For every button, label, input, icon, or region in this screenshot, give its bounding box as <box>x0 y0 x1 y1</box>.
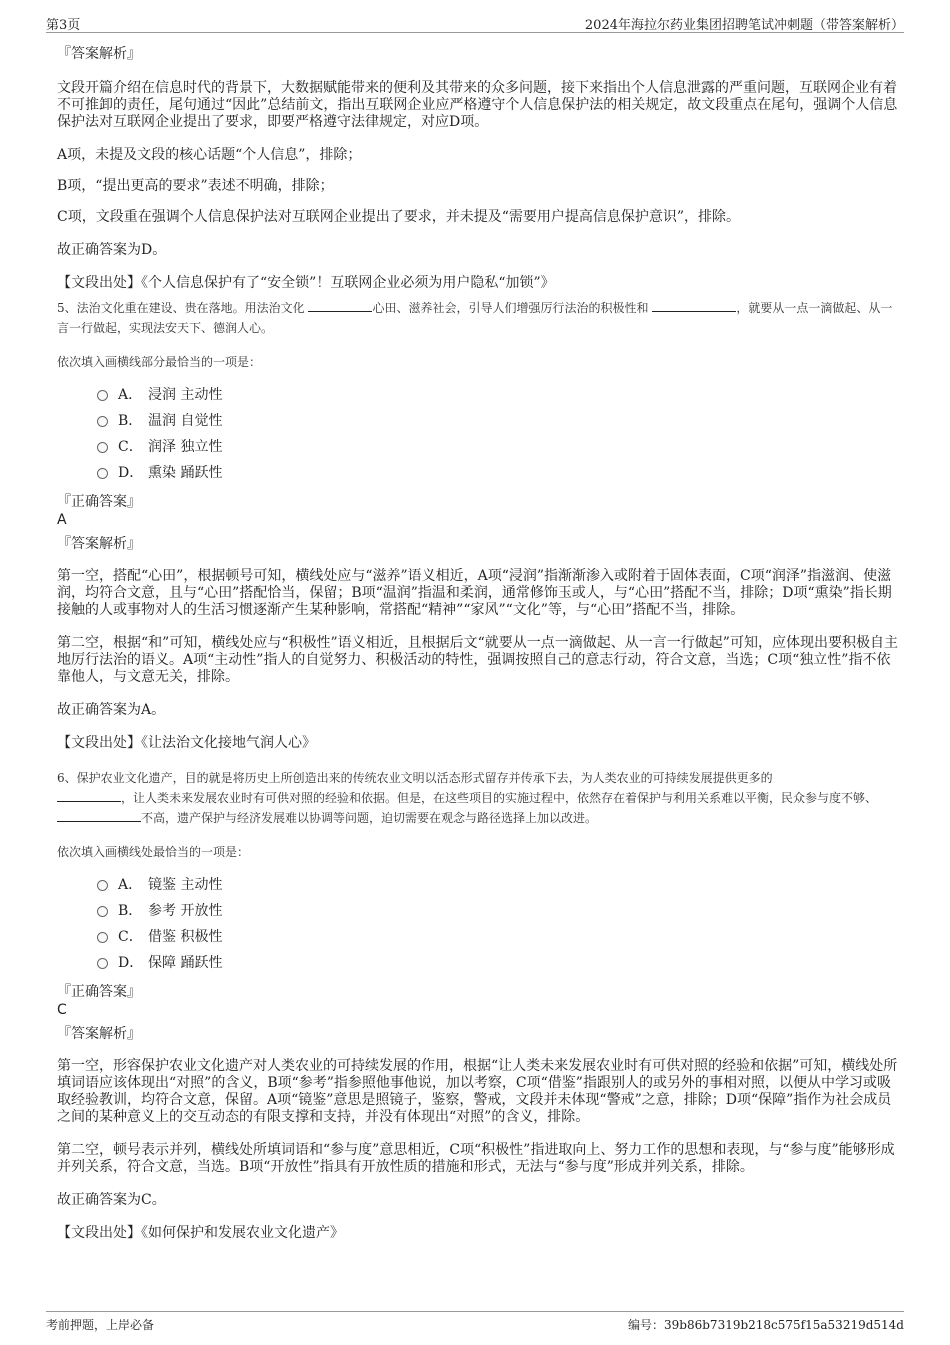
q5-prompt: 依次填入画横线部分最恰当的一项是： <box>57 355 262 369</box>
page-footer <box>46 1311 904 1334</box>
radio-icon[interactable] <box>97 390 108 401</box>
q4-source: 【文段出处】《个人信息保护有了“安全锁”！互联网企业必须为用户隐私“加锁”》 <box>57 275 555 291</box>
q5-option-d[interactable]: D． 熏染 踊跃性 <box>97 460 898 486</box>
q6-option-d[interactable]: D． 保障 踊跃性 <box>97 950 898 976</box>
q6-option-a[interactable]: A． 镜鉴 主动性 <box>97 872 898 898</box>
q6-option-b[interactable]: B． 参考 开放性 <box>97 898 898 924</box>
q5-option-b[interactable]: B． 温润 自觉性 <box>97 408 898 434</box>
analysis-label: 『答案解析』 <box>57 1026 141 1042</box>
q4-analysis-p1: 文段开篇介绍在信息时代的背景下，大数据赋能带来的便利及其带来的众多问题，接下来指出个人信息泄露的严重问题，互联网企业有着不可推卸的责任，尾句通过“因此”总结前文，指出互联网企业应严格遵守个人信息保护法的相关规定，故文段重点在尾句，强调个人信息保护法对互联网企业提出了要求，即要严格遵守法律规定，对应D项。 <box>57 80 898 130</box>
page-number: 第3页 <box>46 18 81 33</box>
q5-option-c[interactable]: C． 润泽 独立性 <box>97 434 898 460</box>
analysis-label: 『答案解析』 <box>57 536 141 552</box>
q5-analysis-p3: 故正确答案为A。 <box>57 702 166 718</box>
footer-slogan: 考前押题，上岸必备 <box>46 1318 155 1332</box>
q6-analysis-p2: 第二空，顿号表示并列，横线处所填词语和“参与度”意思相近，C项“积极性”指进取向上、努力工作的思想和表现，与“参与度”能够形成并列关系，符合文意，当选。B项“开放性”指具有开放性质的措施和形式，无法与“参与度”形成并列关系，排除。 <box>57 1142 895 1175</box>
q6-source: 【文段出处】《如何保护和发展农业文化遗产》 <box>57 1225 344 1241</box>
q5-stem: 5、法治文化重在建设、贵在落地。用法治文化 心田、滋养社会，引导人们增强厉行法治的积极性和 ，就要从一点一滴做起、从一言一行做起，实现法安天下、德润人心。 <box>57 301 893 335</box>
radio-icon[interactable] <box>97 906 108 917</box>
radio-icon[interactable] <box>97 416 108 427</box>
q5-blank-1 <box>308 299 372 312</box>
radio-icon[interactable] <box>97 958 108 969</box>
correct-label: 『正确答案』 <box>57 984 141 1000</box>
radio-icon[interactable] <box>97 468 108 479</box>
q6-analysis-p1: 第一空，形容保护农业文化遗产对人类农业的可持续发展的作用，根据“让人类未来发展农业时有可供对照的经验和依据”可知，横线处所填词语应该体现出“对照”的含义，B项“参考”指参照他事他说，加以考察，C项“借鉴”指跟别人的或另外的事相对照，以便从中学习或吸取经验教训，均符合文意，保留。A项“镜鉴”意思是照镜子，鉴察，警戒，文段并未体现“警戒”之意，排除；D项“保障”指作为社会成员之间的某种意义上的交互动态的有限支撑和支持，并没有体现出“对照”的含义，排除。 <box>57 1058 898 1125</box>
q4-analysis-p4: C项，文段重在强调个人信息保护法对互联网企业提出了要求，并未提及“需要用户提高信息保护意识”，排除。 <box>57 209 741 225</box>
page-header <box>46 12 904 33</box>
document-title: 2024年海拉尔药业集团招聘笔试冲刺题（带答案解析） <box>584 18 904 33</box>
q5-option-a[interactable]: A． 浸润 主动性 <box>97 382 898 408</box>
q5-source: 【文段出处】《让法治文化接地气润人心》 <box>57 735 316 751</box>
q6-stem: 6、保护农业文化遗产，目的就是将历史上所创造出来的传统农业文明以活态形式留存并传承下去，为人类农业的可持续发展提供更多的 ，让人类未来发展农业时有可供对照的经验和依据。但是，在这些项目的实施过程中，依然存在着保护与利用关系难以平衡，民众参与度不够、 不高，遗产保护与经济发展难以协调等问题，迫切需要在观念与路径选择上加以改进。 <box>57 771 878 825</box>
document-id: 编号：39b86b7319b218c575f15a53219d514d <box>628 1318 904 1332</box>
q6-blank-1 <box>57 789 121 802</box>
radio-icon[interactable] <box>97 880 108 891</box>
q5-options <box>57 382 898 486</box>
q6-option-c[interactable]: C． 借鉴 积极性 <box>97 924 898 950</box>
document-body <box>57 44 898 1242</box>
correct-label: 『正确答案』 <box>57 494 141 510</box>
q4-analysis-p5: 故正确答案为D。 <box>57 242 167 258</box>
analysis-label: 『答案解析』 <box>57 46 141 62</box>
q5-answer: A <box>57 512 67 528</box>
q5-analysis-p2: 第二空，根据“和”可知，横线处应与“积极性”语义相近，且根据后文“就要从一点一滴做起、从一言一行做起”可知，应体现出要积极自主地厉行法治的语义。A项“主动性”指人的自觉努力、积极活动的特性，强调按照自己的意志行动，符合文意，当选；C项“独立性”指不依靠他人，与文意无关，排除。 <box>57 635 898 685</box>
radio-icon[interactable] <box>97 932 108 943</box>
q4-analysis-p2: A项，未提及文段的核心话题“个人信息”，排除； <box>57 147 362 163</box>
q6-analysis-p3: 故正确答案为C。 <box>57 1192 166 1208</box>
q4-analysis-p3: B项，“提出更高的要求”表述不明确，排除； <box>57 178 334 194</box>
q6-answer: C <box>57 1002 67 1018</box>
q5-analysis-p1: 第一空，搭配“心田”，根据顿号可知，横线处应与“滋养”语义相近，A项“浸润”指渐渐渗入或附着于固体表面，C项“润泽”指滋润、使滋润，均符合文意，且与“心田”搭配恰当，保留；B项“温润”指温和柔润，通常修饰玉或人，与“心田”搭配不当，排除；D项“熏染”指长期接触的人或事物对人的生活习惯逐渐产生某种影响，常搭配“精神”“家风”“文化”等，与“心田”搭配不当，排除。 <box>57 568 892 618</box>
q6-options <box>57 872 898 976</box>
radio-icon[interactable] <box>97 442 108 453</box>
q6-prompt: 依次填入画横线处最恰当的一项是： <box>57 845 250 859</box>
q5-blank-2 <box>652 299 736 312</box>
q6-blank-2 <box>57 809 141 822</box>
